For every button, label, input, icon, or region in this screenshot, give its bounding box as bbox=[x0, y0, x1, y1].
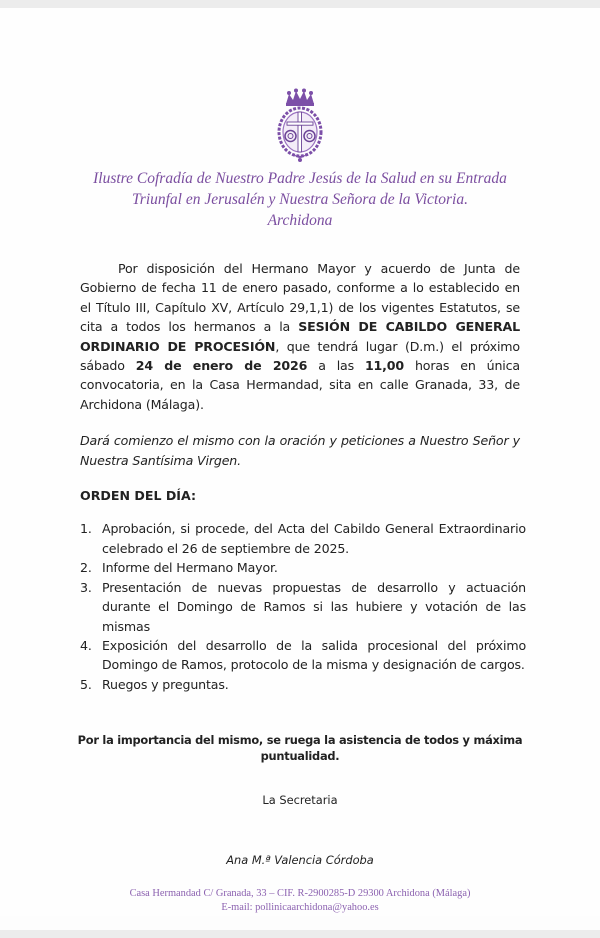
brotherhood-crest-icon bbox=[275, 88, 325, 164]
footer bbox=[0, 887, 600, 915]
agenda-list bbox=[80, 519, 526, 694]
agenda-item-text: Aprobación, si procede, del Acta del Cabildo General Extraordinario celebrado el 26 de septiembre de 2025. bbox=[102, 521, 526, 556]
document-page bbox=[0, 8, 600, 916]
signatory-role: La Secretaria bbox=[262, 793, 338, 808]
brotherhood-name bbox=[40, 168, 560, 231]
agenda-item-text: Exposición del desarrollo de la salida procesional del próximo Domingo de Ramos, protocolo de la misma y designación de cargos. bbox=[102, 637, 526, 673]
bottom-edge bbox=[0, 930, 600, 938]
session-title: SESIÓN DE CABILDO GENERAL ORDINARIO DE PROCESIÓN bbox=[80, 319, 520, 354]
crest-container bbox=[0, 88, 600, 164]
agenda-item-number: 3. bbox=[80, 579, 92, 595]
attendance-notice: Por la importancia del mismo, se ruega la asistencia de todos y máxima puntualidad. bbox=[77, 733, 523, 764]
convocation-paragraph bbox=[80, 259, 520, 414]
footer-email[interactable]: E-mail: pollinicaarchidona@yahoo.es bbox=[221, 902, 379, 914]
agenda-item-text: Informe del Hermano Mayor. bbox=[102, 560, 278, 576]
agenda-item bbox=[80, 558, 526, 577]
footer-address: Casa Hermandad C/ Granada, 33 – CIF. R-2900285-D 29300 Archidona (Málaga) bbox=[129, 888, 471, 900]
agenda-heading: ORDEN DEL DÍA: bbox=[80, 488, 197, 504]
para1-text-4: horas en única convocatoria, en la Casa Hermandad, sita en calle Granada, 33, de Archidona (Málaga). bbox=[80, 358, 520, 412]
para1-text-2: , que tendrá lugar (D.m.) el próximo sábado bbox=[80, 338, 520, 374]
agenda-item bbox=[80, 578, 526, 636]
para1-text-3: a las bbox=[307, 358, 365, 374]
session-date: 24 de enero de 2026 bbox=[135, 358, 308, 374]
agenda-item-number: 5. bbox=[80, 676, 92, 692]
para1-text-1: Por disposición del Hermano Mayor y acuerdo de Junta de Gobierno de fecha 11 de enero pasado, conforme a lo establecido en el Título III, Capítulo XV, Artículo 29,1,1) de los vigentes Estatutos, se cita a todos los hermanos a la bbox=[80, 261, 520, 335]
header-line-3: Archidona bbox=[267, 212, 333, 229]
top-edge bbox=[0, 0, 600, 8]
agenda-item-text: Presentación de nuevas propuestas de desarrollo y actuación durante el Domingo de Ramos si las hubiere y votación de las mismas bbox=[102, 579, 526, 634]
prayer-paragraph: Dará comienzo el mismo con la oración y peticiones a Nuestro Señor y Nuestra Santísima Virgen. bbox=[80, 433, 520, 468]
agenda-item-number: 2. bbox=[80, 560, 92, 576]
signatory-name: Ana M.ª Valencia Córdoba bbox=[226, 853, 374, 868]
agenda-item-number: 1. bbox=[80, 521, 92, 537]
agenda-item bbox=[80, 636, 526, 675]
header-line-1: Ilustre Cofradía de Nuestro Padre Jesús de la Salud en su Entrada bbox=[93, 170, 507, 187]
agenda-item-text: Ruegos y preguntas. bbox=[102, 676, 229, 692]
agenda-item-number: 4. bbox=[80, 637, 92, 653]
agenda-item bbox=[80, 675, 526, 694]
header-line-2: Triunfal en Jerusalén y Nuestra Señora de la Victoria. bbox=[132, 191, 468, 208]
agenda-item bbox=[80, 519, 526, 558]
session-time: 11,00 bbox=[364, 358, 405, 374]
